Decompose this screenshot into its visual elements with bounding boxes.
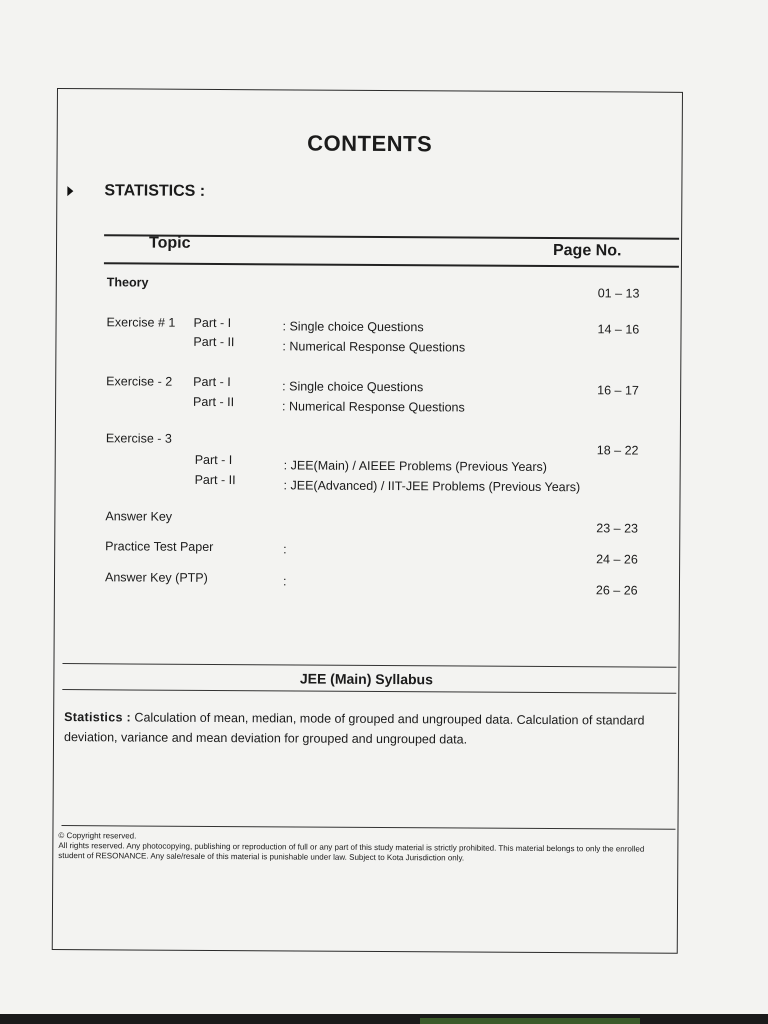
bullet-arrow-icon [67,186,73,196]
table-header-rule [104,262,679,268]
contents-page [52,88,683,954]
syllabus-paragraph [64,707,670,751]
answer-key-label: Answer Key [105,509,173,524]
exercise-2-pages: 16 – 17 [597,383,639,398]
exercise-2-part-1: Part - I [193,374,231,390]
exercise-3-desc-2: : JEE(Advanced) / IIT-JEE Problems (Previous Years) [283,478,581,495]
practice-test-paper-label: Practice Test Paper [105,539,214,554]
exercise-2-label: Exercise - 2 [106,374,173,389]
exercise-1-desc-2: : Numerical Response Questions [282,339,466,355]
exercise-3-desc-1: : JEE(Main) / AIEEE Problems (Previous Years) [283,458,548,475]
answer-key-ptp-label: Answer Key (PTP) [104,570,208,585]
answer-key-pages: 23 – 23 [596,521,639,536]
syllabus-title: JEE (Main) Syllabus [299,670,433,688]
bottom-shadow-strip [0,1014,768,1024]
exercise-3-part-2: Part - II [194,472,236,488]
exercise-1-pages: 14 – 16 [597,322,640,337]
exercise-3-pages: 18 – 22 [596,443,639,458]
syllabus-top-rule [62,663,676,668]
exercise-2-part-2: Part - II [193,394,235,410]
footer-rule [61,825,675,830]
exercise-3-part-1: Part - I [194,452,233,468]
exercise-1-part-1: Part - I [193,315,232,331]
exercise-1-part-2: Part - II [193,334,235,350]
exercise-3-label: Exercise - 3 [105,431,172,446]
practice-test-paper-colon: : [283,542,287,557]
section-heading: STATISTICS : [104,182,206,200]
answer-key-ptp-pages: 26 – 26 [595,583,638,598]
page-title: CONTENTS [307,130,433,157]
exercise-2-desc-1: : Single choice Questions [282,379,424,395]
bottom-green-strip [420,1018,640,1024]
exercise-1-desc-1: : Single choice Questions [282,319,424,335]
syllabus-title-rule [62,689,676,694]
topic-header: Topic [149,234,191,252]
syllabus-text: Calculation of mean, median, mode of grouped and ungrouped data. Calculation of standard deviation, variance and mean deviation for grouped and ungrouped data. [63,710,645,747]
page-no-header: Page No. [552,242,622,260]
copyright-line: © Copyright reserved. [58,831,137,841]
exercise-2-desc-2: : Numerical Response Questions [282,399,465,415]
theory-pages: 01 – 13 [597,286,640,301]
syllabus-label: Statistics : [64,710,132,725]
practice-test-paper-pages: 24 – 26 [596,552,638,567]
rights-text: All rights reserved. Any photocopying, publishing or reproduction of full or any part of this study material is strictly prohibited. This material belongs to only the enrolled student of RESONANCE. Any sale/resale of this material is punishable under law. Subject to Kota Jurisdiction only. [58,841,645,863]
answer-key-ptp-colon: : [282,574,287,589]
theory-label: Theory [106,275,149,290]
exercise-1-label: Exercise # 1 [106,315,176,330]
